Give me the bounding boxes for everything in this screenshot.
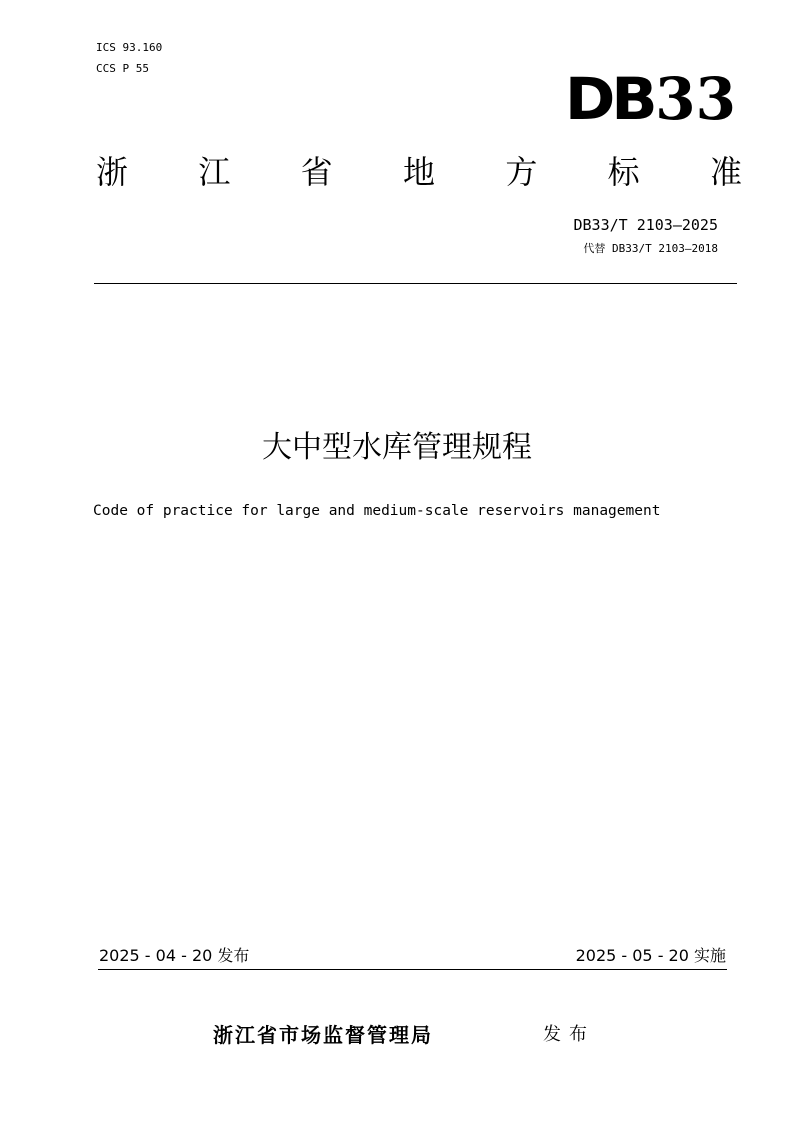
issue-action: 发布 <box>543 1024 595 1045</box>
implementation-date: 2025 - 05 - 20 实施 <box>575 946 726 965</box>
db33-logo <box>564 65 736 133</box>
title-char: 江 <box>198 153 231 191</box>
title-char: 地 <box>402 153 435 191</box>
ics-code: ICS 93.160 <box>96 41 163 54</box>
standard-type-title <box>96 152 742 192</box>
title-char: 方 <box>505 153 538 191</box>
logo-prefix: DB <box>564 65 654 133</box>
standard-code: DB33/T 2103—2025 <box>573 216 718 234</box>
title-char: 准 <box>709 153 742 191</box>
ccs-code: CCS P 55 <box>96 62 149 75</box>
bottom-divider <box>98 969 727 970</box>
logo-number: 33 <box>655 65 736 133</box>
title-char: 标 <box>607 153 640 191</box>
replaces-code: 代替 DB33/T 2103—2018 <box>583 242 718 255</box>
document-title-cn: 大中型水库管理规程 <box>262 430 532 465</box>
title-char: 浙 <box>96 153 129 191</box>
issuing-authority: 浙江省市场监督管理局 <box>213 1023 433 1047</box>
top-divider <box>94 283 737 284</box>
issue-date: 2025 - 04 - 20 发布 <box>99 946 250 965</box>
title-char: 省 <box>300 153 333 191</box>
document-title-en: Code of practice for large and medium-scale reservoirs management <box>93 503 661 519</box>
